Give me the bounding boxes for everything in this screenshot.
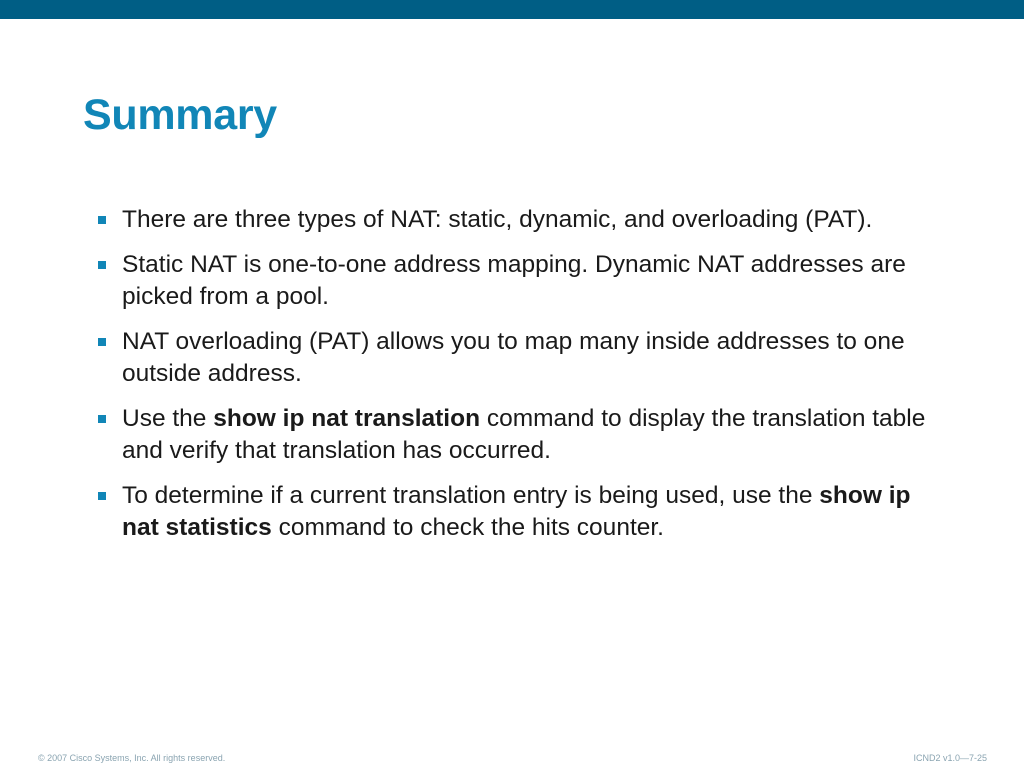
command-show-ip-nat-translation: show ip nat translation <box>213 405 481 432</box>
bullet-item-show-translation <box>96 403 926 467</box>
bullet-text-before: To determine if a current translation entry is being used, use the <box>122 482 820 509</box>
bullet-item-overloading <box>96 326 926 390</box>
square-bullet-icon <box>98 216 106 224</box>
bullet-text: NAT overloading (PAT) allows you to map many inside addresses to one outside address. <box>122 328 905 387</box>
bullet-text-before: Use the <box>122 405 214 432</box>
bullet-text: There are three types of NAT: static, dynamic, and overloading (PAT). <box>122 206 873 233</box>
square-bullet-icon <box>98 492 106 500</box>
bullet-text: Static NAT is one-to-one address mapping. Dynamic NAT addresses are picked from a pool. <box>122 251 906 310</box>
square-bullet-icon <box>98 415 106 423</box>
summary-bullet-list <box>96 204 926 557</box>
footer-course-code: ICND2 v1.0—7-25 <box>913 753 987 763</box>
footer-copyright: © 2007 Cisco Systems, Inc. All rights reserved. <box>38 753 226 763</box>
bullet-item-nat-types <box>96 204 926 236</box>
bullet-item-static-dynamic <box>96 249 926 313</box>
command-show-ip-nat-statistics: show ip nat statistics <box>122 482 911 541</box>
slide-title: Summary <box>83 91 277 139</box>
square-bullet-icon <box>98 261 106 269</box>
bullet-text-after: command to display the translation table and verify that translation has occurred. <box>122 405 926 464</box>
square-bullet-icon <box>98 338 106 346</box>
bullet-text-after: command to check the hits counter. <box>271 514 664 541</box>
bullet-item-show-statistics <box>96 480 926 544</box>
top-header-bar <box>0 0 1024 19</box>
